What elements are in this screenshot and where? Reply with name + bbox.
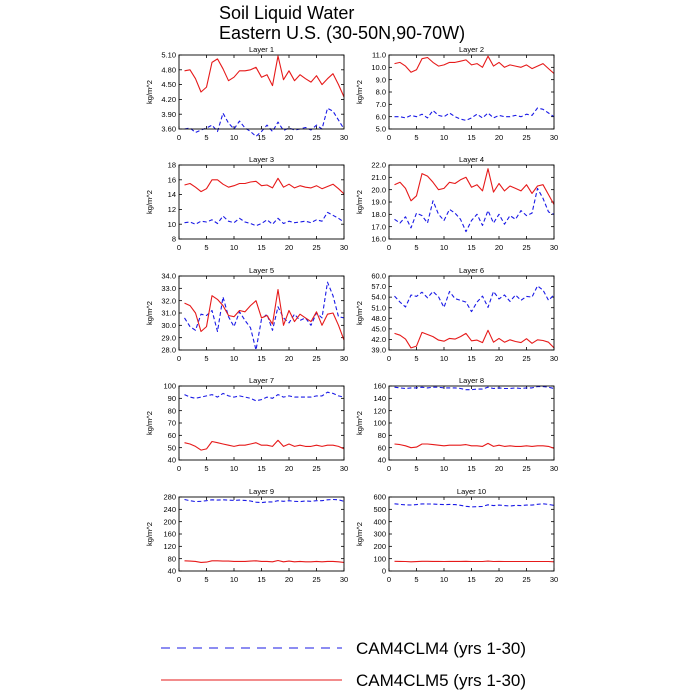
x-tick-label: 30	[339, 464, 349, 473]
x-tick-label: 20	[284, 243, 294, 252]
y-tick-label: 200	[163, 517, 176, 527]
y-tick-label: 500	[373, 504, 386, 514]
x-tick-label: 15	[257, 243, 266, 252]
x-tick-label: 5	[204, 464, 209, 473]
y-axis-label: kg/m^2	[355, 301, 364, 325]
x-tick-label: 0	[176, 243, 182, 252]
x-tick-label: 5	[414, 243, 419, 252]
y-tick-label: 14	[167, 190, 176, 200]
y-tick-label: 29.0	[161, 333, 176, 343]
y-tick-label: 32.0	[161, 296, 176, 306]
y-tick-label: 100	[373, 554, 386, 564]
y-tick-label: 51.0	[371, 303, 386, 313]
x-tick-label: 25	[312, 133, 321, 142]
x-tick-label: 20	[284, 575, 294, 584]
y-tick-label: 33.0	[161, 283, 176, 293]
y-tick-label: 31.0	[161, 308, 176, 318]
y-tick-label: 0	[381, 566, 386, 576]
y-tick-label: 57.0	[371, 282, 386, 292]
x-tick-label: 20	[284, 354, 294, 363]
panel-10	[355, 487, 558, 584]
x-tick-label: 15	[467, 464, 476, 473]
panel-title: Layer 6	[458, 266, 485, 275]
x-tick-label: 25	[522, 464, 531, 473]
y-tick-label: 160	[373, 381, 386, 391]
y-tick-label: 40	[377, 455, 386, 465]
x-tick-label: 10	[229, 575, 239, 584]
x-tick-label: 0	[386, 354, 392, 363]
panel-frame	[179, 55, 344, 129]
series-line-cam4clm4	[395, 108, 555, 120]
series-line-cam4clm5	[185, 178, 345, 194]
x-tick-label: 5	[204, 575, 209, 584]
y-tick-label: 5.10	[161, 50, 176, 60]
y-tick-label: 11.0	[371, 50, 386, 60]
x-tick-label: 25	[312, 243, 321, 252]
y-tick-label: 5.0	[375, 124, 386, 134]
series-line-cam4clm4	[395, 188, 555, 231]
series-line-cam4clm4	[185, 212, 345, 225]
x-tick-label: 5	[204, 243, 209, 252]
series-line-cam4clm5	[395, 561, 555, 562]
series-line-cam4clm5	[185, 56, 345, 97]
y-axis-label: kg/m^2	[145, 411, 154, 435]
panel-title: Layer 1	[248, 45, 275, 54]
y-tick-label: 19.0	[371, 197, 386, 207]
series-line-cam4clm5	[395, 443, 555, 448]
panel-7	[145, 376, 348, 473]
x-tick-label: 30	[339, 243, 349, 252]
y-tick-label: 10	[167, 219, 176, 229]
x-tick-label: 10	[229, 243, 239, 252]
y-tick-label: 16.0	[371, 234, 386, 244]
x-tick-label: 20	[494, 133, 504, 142]
legend	[161, 639, 526, 690]
y-tick-label: 140	[373, 393, 386, 403]
y-tick-label: 18	[167, 160, 176, 170]
y-tick-label: 28.0	[161, 345, 176, 355]
y-tick-label: 8	[171, 234, 176, 244]
panel-8	[355, 376, 558, 473]
x-tick-label: 25	[522, 243, 531, 252]
x-tick-label: 25	[312, 464, 321, 473]
y-tick-label: 60	[377, 443, 386, 453]
panel-title: Layer 10	[456, 487, 487, 496]
y-tick-label: 21.0	[371, 172, 386, 182]
panel-title: Layer 8	[458, 376, 485, 385]
y-tick-label: 45.0	[371, 324, 386, 334]
x-tick-label: 15	[467, 243, 476, 252]
panel-frame	[389, 497, 554, 571]
panel-frame	[179, 386, 344, 460]
y-tick-label: 17.0	[371, 222, 386, 232]
y-axis-label: kg/m^2	[145, 80, 154, 104]
y-axis-label: kg/m^2	[355, 80, 364, 104]
y-tick-label: 60.0	[371, 271, 386, 281]
figure-title-line2: Eastern U.S. (30-50N,90-70W)	[219, 23, 466, 43]
panel-9	[145, 487, 348, 584]
y-tick-label: 300	[373, 529, 386, 539]
y-tick-label: 18.0	[371, 209, 386, 219]
y-tick-label: 10.0	[371, 62, 386, 72]
panel-title: Layer 5	[248, 266, 275, 275]
x-tick-label: 10	[439, 133, 449, 142]
x-tick-label: 20	[284, 133, 294, 142]
x-tick-label: 20	[494, 354, 504, 363]
legend-label-cam4clm5: CAM4CLM5 (yrs 1-30)	[356, 671, 527, 690]
figure-title-line1: Soil Liquid Water	[219, 3, 355, 23]
y-tick-label: 120	[163, 541, 176, 551]
panel-frame	[389, 276, 554, 350]
x-tick-label: 25	[522, 354, 531, 363]
panel-4	[355, 155, 558, 252]
y-tick-label: 3.90	[161, 109, 176, 119]
panel-frame	[179, 276, 344, 350]
panel-frame	[179, 497, 344, 571]
x-tick-label: 30	[339, 354, 349, 363]
panel-3	[145, 155, 348, 252]
y-tick-label: 54.0	[371, 292, 386, 302]
x-tick-label: 0	[386, 243, 392, 252]
x-tick-label: 20	[284, 464, 294, 473]
x-tick-label: 0	[176, 354, 182, 363]
x-tick-label: 0	[176, 575, 182, 584]
panel-frame	[179, 165, 344, 239]
x-tick-label: 5	[204, 133, 209, 142]
x-tick-label: 30	[549, 354, 559, 363]
x-tick-label: 5	[414, 464, 419, 473]
y-tick-label: 9.0	[375, 75, 386, 85]
x-tick-label: 10	[229, 354, 239, 363]
x-tick-label: 25	[312, 354, 321, 363]
x-tick-label: 0	[176, 464, 182, 473]
y-tick-label: 60	[167, 430, 176, 440]
x-tick-label: 25	[522, 575, 531, 584]
y-tick-label: 42.0	[371, 335, 386, 345]
x-tick-label: 5	[204, 354, 209, 363]
x-tick-label: 15	[257, 575, 266, 584]
y-tick-label: 50	[167, 443, 176, 453]
series-line-cam4clm5	[185, 440, 345, 450]
y-tick-label: 400	[373, 517, 386, 527]
x-tick-label: 15	[257, 464, 266, 473]
x-tick-label: 10	[439, 464, 449, 473]
x-tick-label: 10	[229, 464, 239, 473]
panel-6	[355, 266, 558, 363]
y-tick-label: 90	[167, 393, 176, 403]
y-tick-label: 100	[373, 418, 386, 428]
x-tick-label: 15	[257, 354, 266, 363]
x-tick-label: 0	[386, 575, 392, 584]
y-axis-label: kg/m^2	[355, 411, 364, 435]
y-tick-label: 39.0	[371, 345, 386, 355]
x-tick-label: 10	[439, 243, 449, 252]
x-tick-label: 10	[439, 575, 449, 584]
x-tick-label: 5	[414, 575, 419, 584]
y-tick-label: 30.0	[161, 320, 176, 330]
y-tick-label: 6.0	[375, 112, 386, 122]
x-tick-label: 30	[549, 575, 559, 584]
y-tick-label: 120	[373, 406, 386, 416]
panel-grid	[145, 45, 558, 584]
panel-title: Layer 2	[458, 45, 485, 54]
series-line-cam4clm5	[185, 290, 345, 341]
y-axis-label: kg/m^2	[355, 522, 364, 546]
x-tick-label: 15	[467, 575, 476, 584]
y-tick-label: 16	[167, 175, 176, 185]
y-tick-label: 12	[167, 205, 176, 214]
series-line-cam4clm4	[395, 387, 555, 390]
panel-title: Layer 7	[248, 376, 275, 385]
y-tick-label: 80	[167, 406, 176, 416]
y-tick-label: 70	[167, 418, 176, 428]
x-tick-label: 25	[522, 133, 531, 142]
x-tick-label: 0	[386, 464, 392, 473]
x-tick-label: 15	[467, 354, 476, 363]
y-axis-label: kg/m^2	[145, 522, 154, 546]
y-tick-label: 80	[167, 554, 176, 564]
x-tick-label: 30	[549, 243, 559, 252]
series-line-cam4clm5	[395, 169, 555, 205]
y-tick-label: 48.0	[371, 313, 386, 323]
x-tick-label: 25	[312, 575, 321, 584]
y-tick-label: 34.0	[161, 271, 176, 281]
y-axis-label: kg/m^2	[145, 190, 154, 214]
y-axis-label: kg/m^2	[145, 301, 154, 325]
y-tick-label: 7.0	[375, 99, 386, 109]
series-line-cam4clm5	[395, 56, 555, 73]
y-tick-label: 200	[373, 541, 386, 551]
x-tick-label: 20	[494, 575, 504, 584]
y-tick-label: 4.80	[161, 65, 176, 75]
panel-title: Layer 4	[458, 155, 485, 164]
x-tick-label: 30	[339, 575, 349, 584]
y-tick-label: 280	[163, 492, 176, 502]
x-tick-label: 5	[414, 354, 419, 363]
panel-title: Layer 3	[248, 155, 275, 164]
panel-frame	[389, 386, 554, 460]
series-line-cam4clm4	[185, 392, 345, 401]
y-tick-label: 4.50	[161, 80, 176, 90]
y-tick-label: 4.20	[161, 95, 176, 104]
x-tick-label: 30	[549, 133, 559, 142]
x-tick-label: 20	[494, 464, 504, 473]
y-tick-label: 40	[167, 455, 176, 465]
y-tick-label: 160	[163, 529, 176, 539]
y-axis-label: kg/m^2	[355, 190, 364, 214]
x-tick-label: 10	[229, 133, 239, 142]
y-tick-label: 100	[163, 381, 176, 391]
y-tick-label: 8.0	[375, 87, 386, 97]
x-tick-label: 0	[176, 133, 182, 142]
y-tick-label: 240	[163, 504, 176, 514]
x-tick-label: 10	[439, 354, 449, 363]
y-tick-label: 20.0	[371, 185, 386, 195]
y-tick-label: 40	[167, 566, 176, 576]
y-tick-label: 80	[377, 430, 386, 440]
x-tick-label: 5	[414, 133, 419, 142]
y-tick-label: 600	[373, 492, 386, 502]
x-tick-label: 20	[494, 243, 504, 252]
x-tick-label: 15	[257, 133, 266, 142]
series-line-cam4clm4	[395, 504, 555, 507]
series-line-cam4clm5	[185, 561, 345, 563]
x-tick-label: 30	[549, 464, 559, 473]
panel-5	[145, 266, 348, 363]
legend-label-cam4clm4: CAM4CLM4 (yrs 1-30)	[356, 639, 527, 658]
y-tick-label: 22.0	[371, 160, 386, 170]
series-line-cam4clm4	[185, 500, 345, 503]
panel-title: Layer 9	[248, 487, 275, 496]
y-tick-label: 3.60	[161, 124, 176, 134]
x-tick-label: 15	[467, 133, 476, 142]
series-line-cam4clm4	[395, 286, 555, 312]
panel-2	[355, 45, 558, 142]
x-tick-label: 0	[386, 133, 392, 142]
panel-frame	[389, 165, 554, 239]
panel-1	[145, 45, 348, 142]
series-line-cam4clm5	[395, 330, 555, 348]
x-tick-label: 30	[339, 133, 349, 142]
